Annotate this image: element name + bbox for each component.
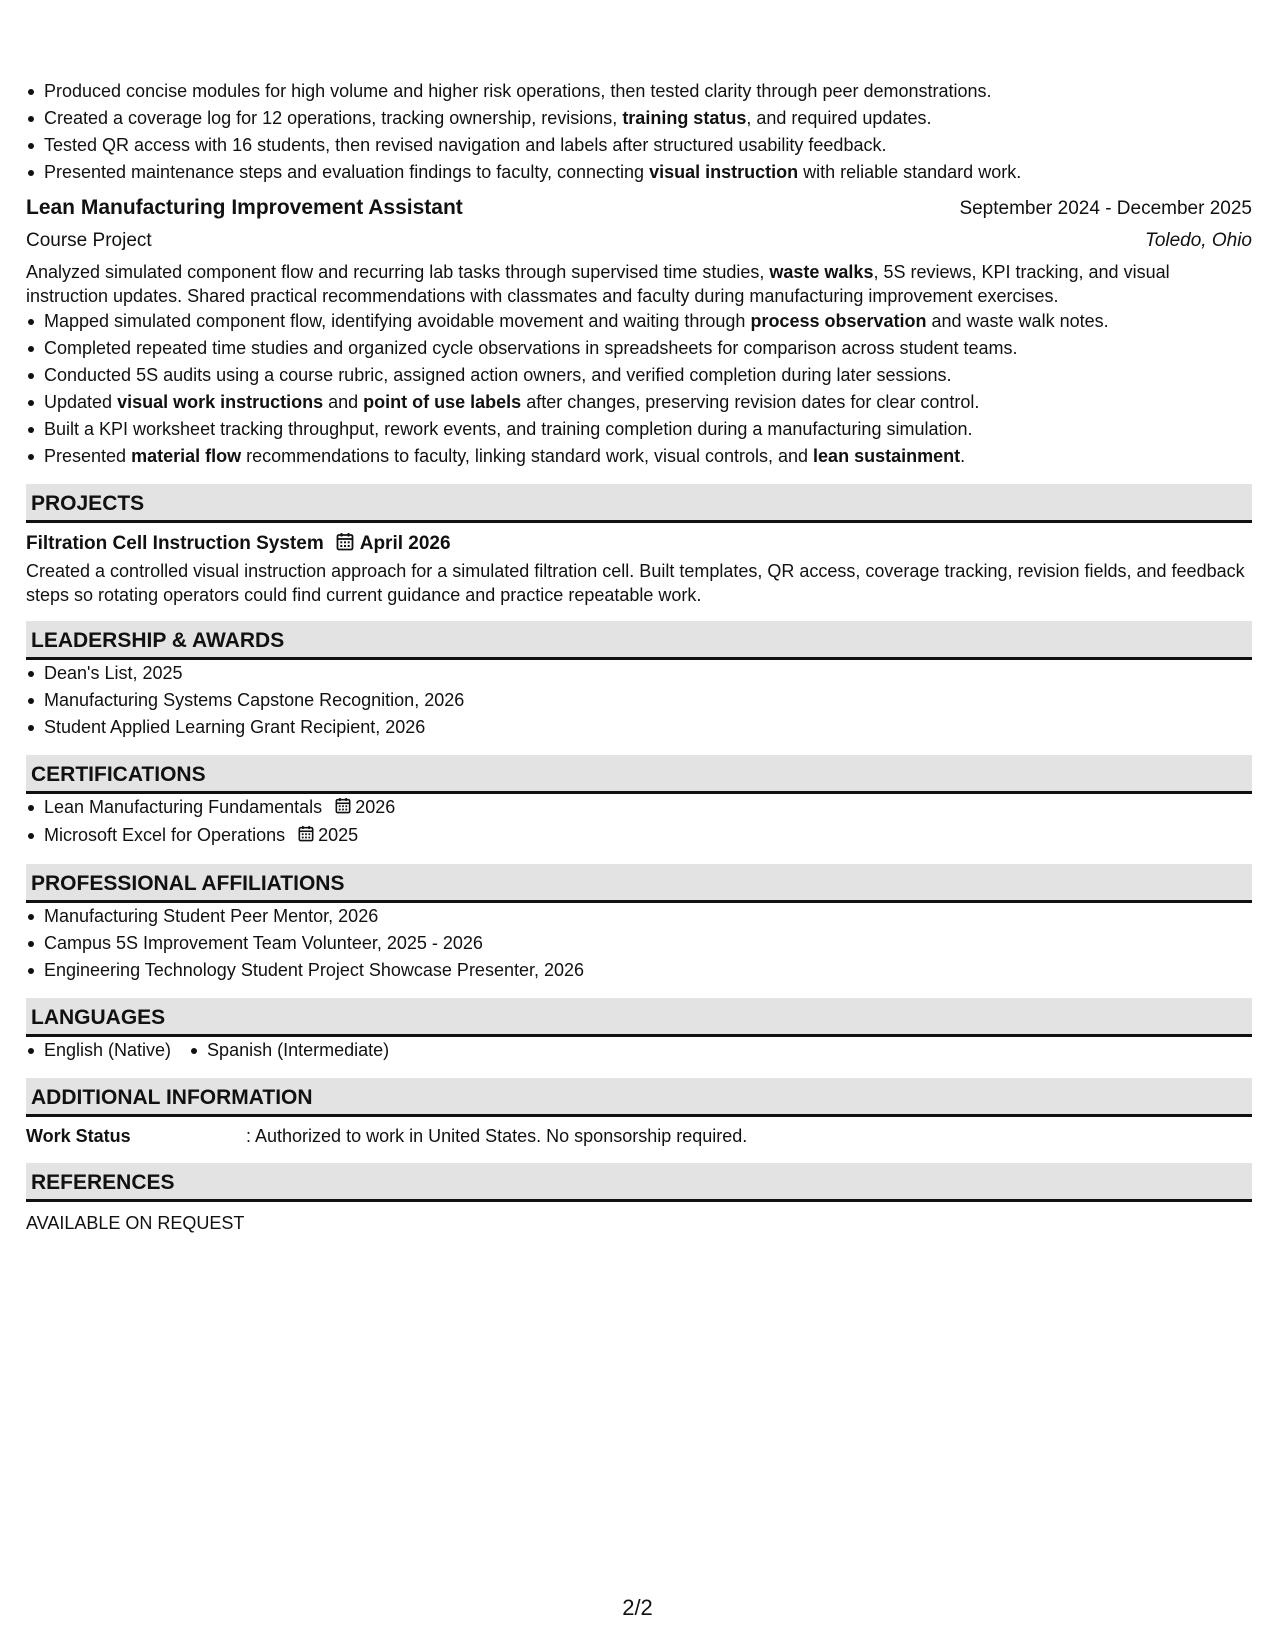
- list-item: Produced concise modules for high volume and higher risk operations, then tested clarity through peer demonstrations.: [44, 78, 1252, 105]
- job-location: Toledo, Ohio: [1144, 230, 1252, 251]
- work-status-label: Work Status: [26, 1125, 131, 1146]
- section-heading-additional: ADDITIONAL INFORMATION: [26, 1078, 1252, 1117]
- list-item: Manufacturing Systems Capstone Recognition, 2026: [44, 687, 1252, 714]
- job-bullets: [26, 308, 1252, 470]
- list-item: Manufacturing Student Peer Mentor, 2026: [44, 903, 1252, 930]
- section-heading-projects: PROJECTS: [26, 484, 1252, 523]
- job-entry: [26, 192, 1252, 470]
- list-item: Campus 5S Improvement Team Volunteer, 2025 - 2026: [44, 930, 1252, 957]
- calendar-icon: [335, 795, 351, 822]
- work-status-value: : Authorized to work in United States. No sponsorship required.: [246, 1125, 748, 1146]
- work-status-row: [26, 1123, 1252, 1149]
- list-item: Presented material flow recommendations to faculty, linking standard work, visual controls, and lean sustainment.: [44, 443, 1252, 470]
- list-item: Created a coverage log for 12 operations, tracking ownership, revisions, training status, and required updates.: [44, 105, 1252, 132]
- list-item: [44, 822, 1252, 850]
- certifications-list: [26, 794, 1252, 850]
- job-title: Lean Manufacturing Improvement Assistant: [26, 196, 463, 219]
- section-heading-references: REFERENCES: [26, 1163, 1252, 1202]
- list-item: [44, 794, 1252, 822]
- list-item: Engineering Technology Student Project Showcase Presenter, 2026: [44, 957, 1252, 984]
- references-text: AVAILABLE ON REQUEST: [26, 1212, 245, 1233]
- section-heading-affiliations: PROFESSIONAL AFFILIATIONS: [26, 864, 1252, 903]
- page-number: 2/2: [622, 1595, 653, 1620]
- list-item: Spanish (Intermediate): [207, 1037, 389, 1064]
- affiliations-list: [26, 903, 1252, 984]
- project-header: [26, 531, 1252, 557]
- job-dates: September 2024 - December 2025: [959, 198, 1252, 219]
- section-heading-certifications: CERTIFICATIONS: [26, 755, 1252, 794]
- job-summary: Analyzed simulated component flow and recurring lab tasks through supervised time studies, waste walks, 5S reviews, KPI tracking, and visual instruction updates. Shared practical recommendations with classmates and faculty during manufacturing improvement exercises.: [26, 262, 1170, 306]
- list-item: Student Applied Learning Grant Recipient, 2026: [44, 714, 1252, 741]
- languages-list: [26, 1037, 1252, 1064]
- project-date: April 2026: [359, 533, 451, 554]
- calendar-icon: [336, 532, 354, 556]
- section-heading-leadership: LEADERSHIP & AWARDS: [26, 621, 1252, 660]
- leadership-list: [26, 660, 1252, 741]
- cert-name: Lean Manufacturing Fundamentals: [44, 797, 323, 817]
- project-title: Filtration Cell Instruction System: [26, 533, 324, 554]
- list-item: Dean's List, 2025: [44, 660, 1252, 687]
- list-item: Mapped simulated component flow, identifying avoidable movement and waiting through process observation and waste walk notes.: [44, 308, 1252, 335]
- section-heading-languages: LANGUAGES: [26, 998, 1252, 1037]
- resume-content: [26, 78, 1252, 1236]
- list-item: English (Native): [44, 1037, 171, 1064]
- previous-job-bullets: [26, 78, 1252, 186]
- calendar-icon: [298, 823, 314, 850]
- list-item: Built a KPI worksheet tracking throughput, rework events, and training completion during a manufacturing simulation.: [44, 416, 1252, 443]
- list-item: Updated visual work instructions and point of use labels after changes, preserving revision dates for clear control.: [44, 389, 1252, 416]
- list-item: Tested QR access with 16 students, then revised navigation and labels after structured usability feedback.: [44, 132, 1252, 159]
- list-item: Completed repeated time studies and organized cycle observations in spreadsheets for comparison across student teams.: [44, 335, 1252, 362]
- cert-year: 2026: [355, 797, 396, 817]
- cert-year: 2025: [318, 824, 359, 845]
- cert-name: Microsoft Excel for Operations: [44, 824, 286, 845]
- project-description: Created a controlled visual instruction approach for a simulated filtration cell. Built templates, QR access, coverage tracking, revision fields, and feedback steps so rotating operators could find current guidance and practice repeatable work.: [26, 561, 1245, 605]
- list-item: Presented maintenance steps and evaluation findings to faculty, connecting visual instruction with reliable standard work.: [44, 159, 1252, 186]
- list-item: Conducted 5S audits using a course rubric, assigned action owners, and verified completion during later sessions.: [44, 362, 1252, 389]
- job-subtitle: Course Project: [26, 230, 152, 251]
